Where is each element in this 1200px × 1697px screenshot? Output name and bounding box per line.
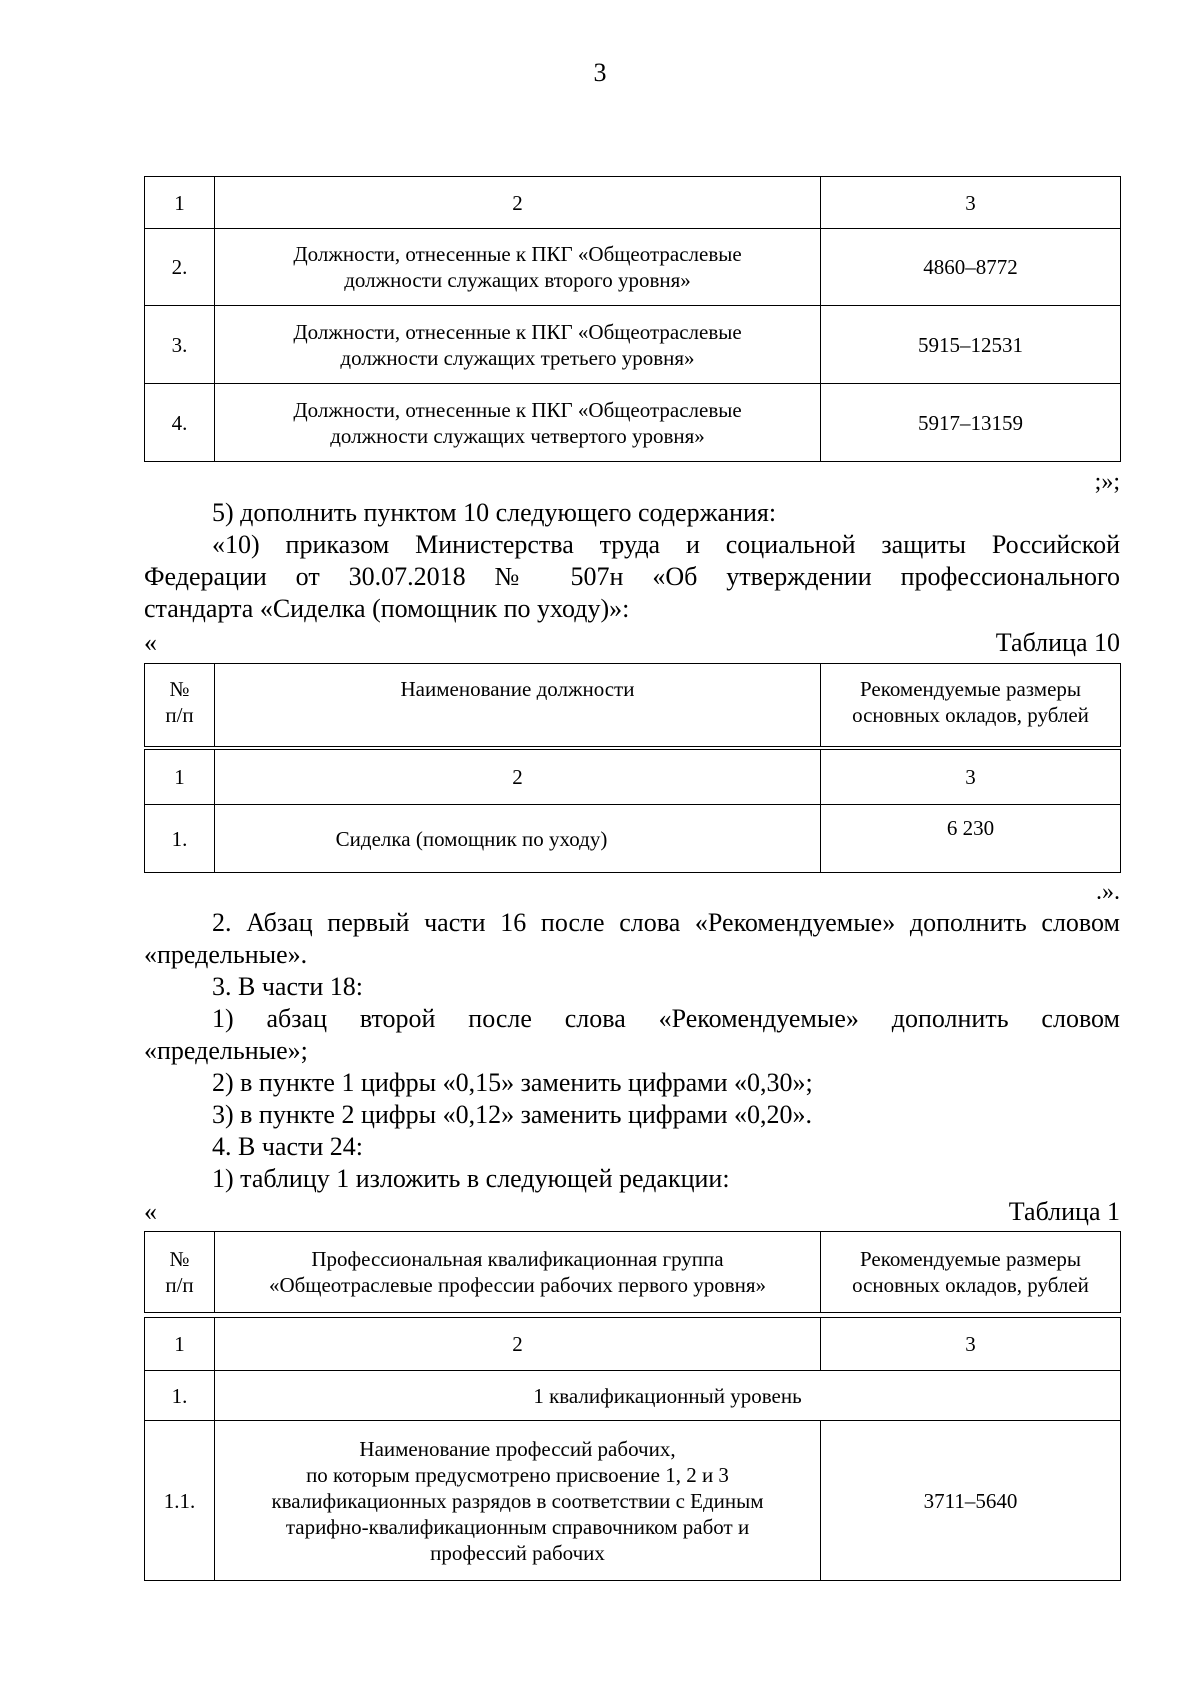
table-title: Таблица 1	[1008, 1197, 1120, 1226]
position-name: Сиделка (помощник по уходу)	[215, 805, 821, 873]
position-name-line: должности служащих второго уровня»	[344, 268, 691, 292]
table-header-row	[145, 1232, 1121, 1313]
paragraph-line: 2) в пункте 1 цифры «0,15» заменить цифрами «0,30»;	[212, 1068, 813, 1097]
table-closing-mark: .».	[1096, 879, 1120, 905]
paragraph-line: «10) приказом Министерства труда и социальной защиты Российской	[212, 530, 1120, 559]
description-line: профессий рабочих	[430, 1540, 605, 1565]
salary-table-continued	[144, 176, 1121, 462]
position-name-line: Должности, отнесенные к ПКГ «Общеотраслевые	[293, 242, 742, 266]
paragraph-line: «предельные»;	[144, 1036, 308, 1065]
paragraph-line: 1) абзац второй после слова «Рекомендуемые» дополнить словом	[212, 1004, 1120, 1033]
table-cell: 2	[215, 1318, 821, 1371]
row-number: 1.	[145, 1371, 215, 1421]
salary-range: 3711–5640	[821, 1421, 1121, 1581]
profession-description	[215, 1421, 821, 1581]
table-cell: 1	[145, 177, 215, 229]
header-position: Наименование должности	[215, 664, 821, 747]
table-title: Таблица 10	[995, 628, 1120, 657]
table-row	[145, 1371, 1121, 1421]
table-row	[145, 306, 1121, 384]
table-cell: 3	[821, 750, 1121, 805]
table-cell: 1	[145, 750, 215, 805]
table-row	[145, 1421, 1121, 1581]
description-line: тарифно-квалификационным справочником работ и	[285, 1514, 750, 1539]
table-cell: 3	[821, 177, 1121, 229]
header-salary: Рекомендуемые размеры основных окладов, рублей	[821, 664, 1121, 747]
table-row	[145, 384, 1121, 462]
table-column-number-row	[145, 177, 1121, 229]
paragraph-line: 5) дополнить пунктом 10 следующего содержания:	[212, 498, 777, 527]
table-1-body	[144, 1317, 1121, 1581]
position-name-line: Должности, отнесенные к ПКГ «Общеотраслевые	[293, 319, 742, 344]
page-number: 3	[593, 58, 607, 87]
paragraph-line: стандарта «Сиделка (помощник по уходу)»:	[144, 594, 630, 623]
paragraph-line: 2. Абзац первый части 16 после слова «Рекомендуемые» дополнить словом	[212, 908, 1120, 937]
row-number: 2.	[145, 229, 215, 306]
paragraph-line: 4. В части 24:	[212, 1132, 363, 1161]
table-cell: 2	[215, 750, 821, 805]
header-num: № п/п	[145, 1232, 215, 1313]
table-closing-mark: ;»;	[1094, 469, 1120, 495]
position-name	[215, 306, 821, 384]
paragraph-line: 3. В части 18:	[212, 972, 363, 1001]
row-number: 1.1.	[145, 1421, 215, 1581]
description-line: Наименование профессий рабочих,	[359, 1436, 676, 1461]
table-10-header	[144, 663, 1121, 747]
table-row	[145, 229, 1121, 306]
table-10-body	[144, 749, 1121, 873]
table-header-row	[145, 664, 1121, 747]
paragraph-line: 1) таблицу 1 изложить в следующей редакции:	[212, 1164, 730, 1193]
position-name-line: должности служащих третьего уровня»	[340, 345, 695, 370]
row-number: 4.	[145, 384, 215, 462]
row-number: 3.	[145, 306, 215, 384]
table-column-number-row	[145, 1318, 1121, 1371]
table-row	[145, 805, 1121, 873]
header-num: № п/п	[145, 664, 215, 747]
salary-value: 6 230	[821, 805, 1121, 873]
qualification-level: 1 квалификационный уровень	[215, 1371, 1121, 1421]
description-line: по которым предусмотрено присвоение 1, 2 и 3	[306, 1462, 729, 1487]
paragraph-line: 3) в пункте 2 цифры «0,12» заменить цифрами «0,20».	[212, 1100, 813, 1129]
table-cell: 1	[145, 1318, 215, 1371]
description-line: квалификационных разрядов в соответствии с Единым	[271, 1488, 764, 1513]
row-number: 1.	[145, 805, 215, 873]
position-name-line: Должности, отнесенные к ПКГ «Общеотраслевые	[293, 397, 742, 422]
position-name	[215, 384, 821, 462]
salary-range: 5917–13159	[821, 384, 1121, 462]
position-name	[215, 229, 821, 306]
table-column-number-row	[145, 750, 1121, 805]
position-name-line: должности служащих четвертого уровня»	[330, 423, 705, 448]
header-salary: Рекомендуемые размеры основных окладов, рублей	[821, 1232, 1121, 1313]
salary-range: 4860–8772	[821, 229, 1121, 306]
opening-quote: «	[144, 628, 157, 657]
salary-range: 5915–12531	[821, 306, 1121, 384]
opening-quote: «	[144, 1197, 157, 1226]
paragraph-line: Федерации от 30.07.2018 № 507н «Об утверждении профессионального	[144, 562, 1120, 591]
table-cell: 2	[215, 177, 821, 229]
header-group: Профессиональная квалификационная группа «Общеотраслевые профессии рабочих первого уровня»	[215, 1232, 821, 1313]
table-cell: 3	[821, 1318, 1121, 1371]
paragraph-line: «предельные».	[144, 940, 308, 969]
table-1-header	[144, 1231, 1121, 1313]
